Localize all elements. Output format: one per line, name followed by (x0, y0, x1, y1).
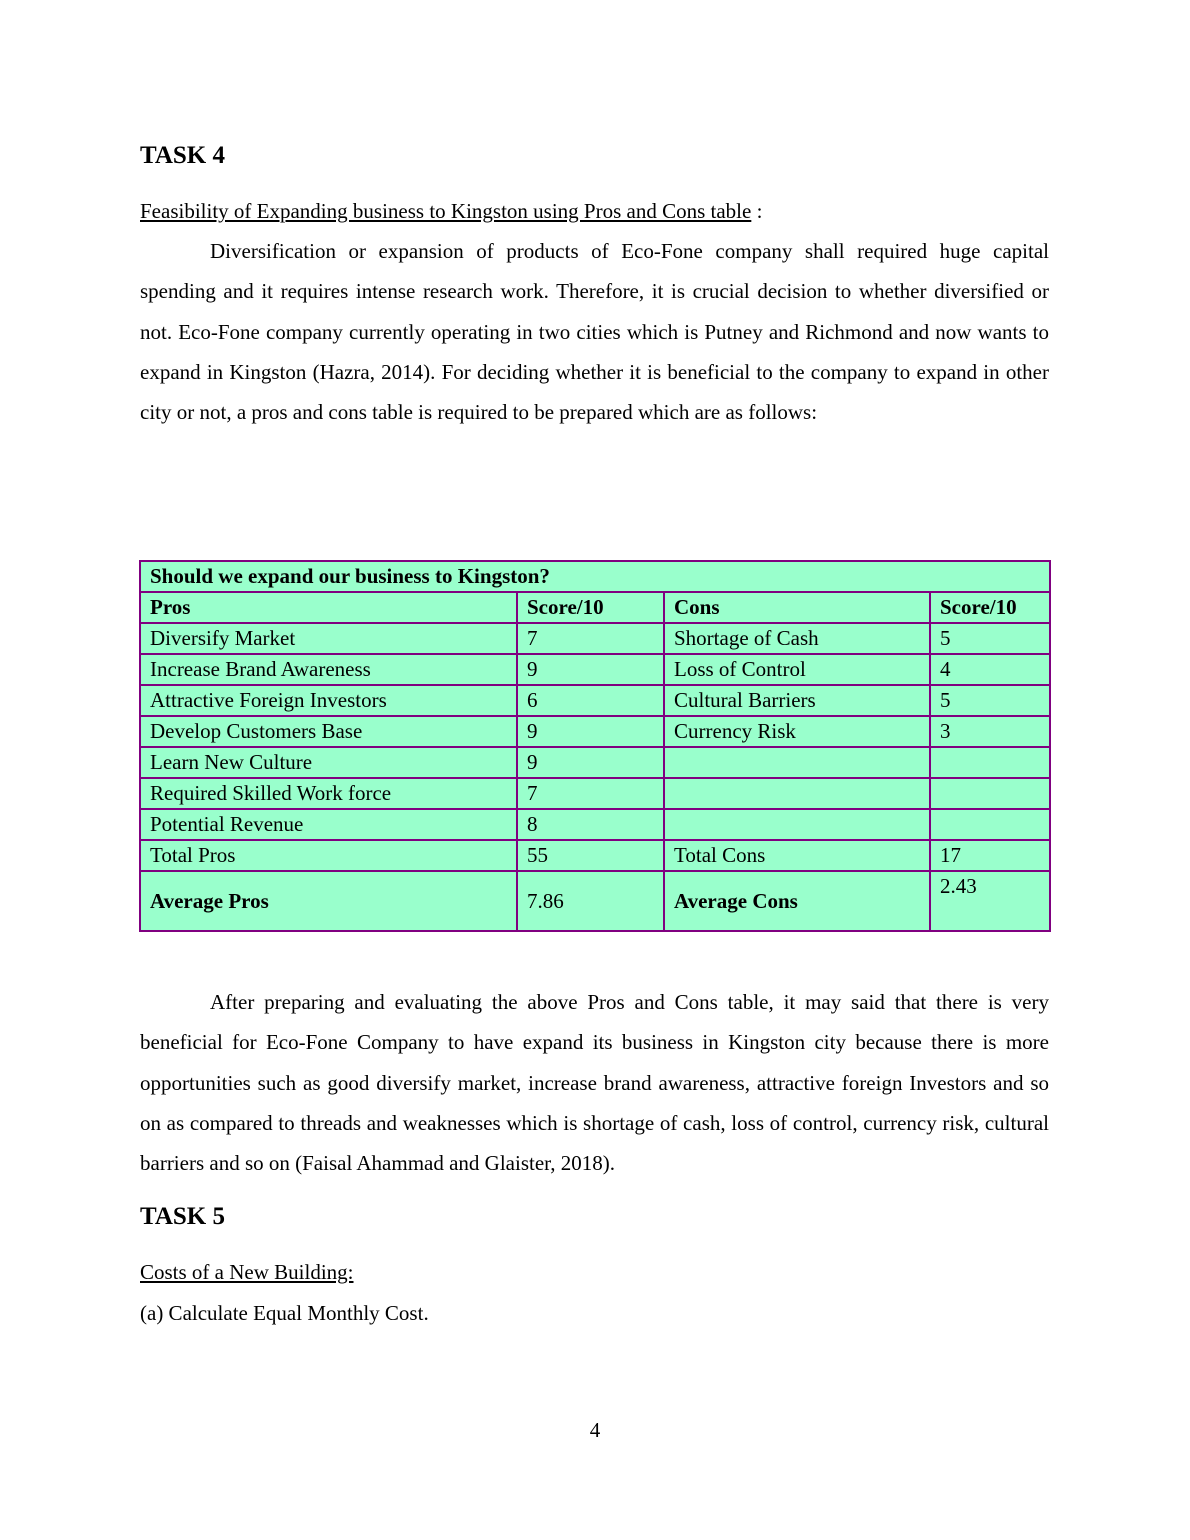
pro-score-cell: 9 (517, 654, 664, 685)
pro-cell: Total Pros (140, 840, 517, 871)
con-score-cell (930, 747, 1050, 778)
page-number: 4 (589, 1418, 601, 1442)
pro-cell: Learn New Culture (140, 747, 517, 778)
task4-subheading-suffix: : (751, 199, 763, 223)
average-pros-value: 7.86 (517, 871, 664, 931)
con-cell: Currency Risk (664, 716, 930, 747)
table-row (140, 623, 1050, 654)
header-pros: Pros (140, 592, 517, 623)
con-score-cell: 3 (930, 716, 1050, 747)
average-cons-label: Average Cons (664, 871, 930, 931)
table-title: Should we expand our business to Kingston? (140, 561, 1050, 592)
pro-score-cell: 8 (517, 809, 664, 840)
table-row (140, 809, 1050, 840)
con-cell: Shortage of Cash (664, 623, 930, 654)
con-cell: Loss of Control (664, 654, 930, 685)
con-score-cell: 4 (930, 654, 1050, 685)
con-score-cell (930, 809, 1050, 840)
pro-cell: Required Skilled Work force (140, 778, 517, 809)
con-score-cell: 5 (930, 623, 1050, 654)
table-header-row (140, 592, 1050, 623)
task4-subheading-text: Feasibility of Expanding business to Kingston using Pros and Cons table (140, 199, 752, 223)
average-row (140, 871, 1050, 931)
pro-score-cell: 6 (517, 685, 664, 716)
task4-paragraph-2: After preparing and evaluating the above Pros and Cons table, it may said that there is very beneficial for Eco-Fone Company to have expand its business in Kingston city because there is more opportunities such as good diversify market, increase brand awareness, attractive foreign Investors and so on as compared to threads and weaknesses which is shortage of cash, loss of control, currency risk, cultural barriers and so on (Faisal Ahammad and Glaister, 2018). (140, 990, 1049, 1176)
con-cell (664, 809, 930, 840)
pro-score-cell: 55 (517, 840, 664, 871)
task5-item-a: (a) Calculate Equal Monthly Cost. (140, 1301, 429, 1325)
pro-score-cell: 9 (517, 747, 664, 778)
average-pros-label: Average Pros (140, 871, 517, 931)
pro-cell: Attractive Foreign Investors (140, 685, 517, 716)
header-cons: Cons (664, 592, 930, 623)
pro-cell: Potential Revenue (140, 809, 517, 840)
header-pros-score: Score/10 (517, 592, 664, 623)
pro-score-cell: 9 (517, 716, 664, 747)
header-cons-score: Score/10 (930, 592, 1050, 623)
con-score-cell (930, 778, 1050, 809)
pro-score-cell: 7 (517, 778, 664, 809)
con-cell (664, 778, 930, 809)
table-row (140, 747, 1050, 778)
task4-paragraph-1: Diversification or expansion of products of Eco-Fone company shall required huge capital spending and it requires intense research work. Therefore, it is crucial decision to whether diversified or not. Eco-Fone company currently operating in two cities which is Putney and Richmond and now wants to expand in Kingston (Hazra, 2014). For deciding whether it is beneficial to the company to expand in other city or not, a pros and cons table is required to be prepared which are as follows: (140, 239, 1049, 425)
average-cons-value: 2.43 (930, 871, 1050, 931)
pros-cons-table (139, 560, 1051, 932)
task5-heading: TASK 5 (140, 1203, 225, 1230)
pro-score-cell: 7 (517, 623, 664, 654)
con-cell (664, 747, 930, 778)
table-row (140, 778, 1050, 809)
table-row (140, 840, 1050, 871)
table-title-row (140, 561, 1050, 592)
pro-cell: Increase Brand Awareness (140, 654, 517, 685)
task4-heading: TASK 4 (140, 142, 225, 169)
table-row (140, 654, 1050, 685)
pro-cell: Diversify Market (140, 623, 517, 654)
table-row (140, 685, 1050, 716)
task4-subheading (140, 199, 762, 224)
con-cell: Cultural Barriers (664, 685, 930, 716)
con-score-cell: 5 (930, 685, 1050, 716)
con-cell: Total Cons (664, 840, 930, 871)
pro-cell: Develop Customers Base (140, 716, 517, 747)
table-row (140, 716, 1050, 747)
con-score-cell: 17 (930, 840, 1050, 871)
task5-subheading: Costs of a New Building: (140, 1260, 354, 1284)
